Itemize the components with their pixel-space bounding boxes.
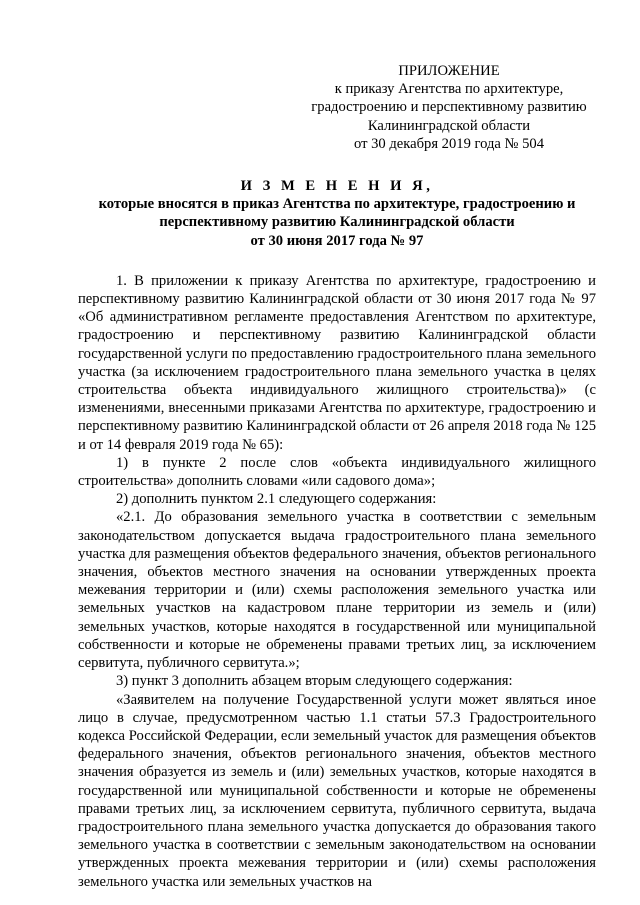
document-title	[78, 177, 596, 250]
paragraph: «Заявителем на получение Государственной услуги может являться иное лицо в случае, предусмотренном частью 1.1 статьи 57.3 Градостроительного кодекса Российской Федерации, если земельный участок для размещения объектов федерального значения, объектов регионального значения, объектов местного значения образуется из земель и (или) земельных участков, которые находятся в государственной или муниципальной собственности и которые не обременены правами третьих лиц, за исключением сервитута, публичного сервитута, выдача градостроительного плана земельного участка допускается до образования такого земельного участка в соответствии с земельным законодательством на основании утвержденных проекта межевания территории и (или) схемы расположения земельного участка или земельных участков на	[78, 691, 596, 890]
annex-line: градостроению и перспективному развитию	[311, 99, 587, 116]
document-body	[78, 272, 596, 891]
title-line: которые вносятся в приказ Агентства по архитектуре, градостроению и	[98, 196, 576, 213]
annex-line: к приказу Агентства по архитектуре,	[334, 81, 564, 98]
title-word: И З М Е Н Е Н И Я,	[240, 178, 434, 195]
annex-block	[304, 62, 594, 153]
paragraph: 3) пункт 3 дополнить абзацем вторым следующего содержания:	[116, 673, 513, 690]
paragraph: 2) дополнить пунктом 2.1 следующего содержания:	[116, 491, 437, 508]
title-line: перспективному развитию Калининградской области	[159, 214, 515, 231]
paragraph: 1. В приложении к приказу Агентства по архитектуре, градостроению и перспективному развитию Калининградской области от 30 июня 2017 года № 97 «Об административном регламенте предоставления Агентством по архитектуре, градостроению и перспективному развитию Калининградской области государственной услуги по предоставлению градостроительного плана земельного участка (за исключением градостроительного плана земельного участка в целях строительства объекта индивидуального жилищного строительства)» (с изменениями, внесенными приказами Агентства по архитектуре, градостроению и перспективному развитию Калининградской области от 26 апреля 2018 года № 125 и от 14 февраля 2019 года № 65):	[78, 272, 596, 453]
paragraph: «2.1. До образования земельного участка в соответствии с земельным законодательством допускается выдача градостроительного плана земельного участка для размещения объектов федерального значения, объектов регионального значения, объектов местного значения на основании утвержденных проекта межевания территории и (или) схемы расположения земельного участка или земельных участков на кадастровом плане территории из земель и (или) земельных участков, которые находятся в государственной или муниципальной собственности и которые не обременены правами третьих лиц, за исключением сервитута, публичного сервитута.»;	[78, 509, 596, 672]
title-line: от 30 июня 2017 года № 97	[250, 232, 424, 249]
annex-heading: ПРИЛОЖЕНИЕ	[398, 63, 500, 79]
annex-line: Калининградской области	[367, 117, 531, 134]
paragraph: 1) в пункте 2 после слов «объекта индивидуального жилищного строительства» дополнить словами «или садового дома»;	[78, 454, 596, 490]
annex-line: от 30 декабря 2019 года № 504	[353, 135, 545, 152]
